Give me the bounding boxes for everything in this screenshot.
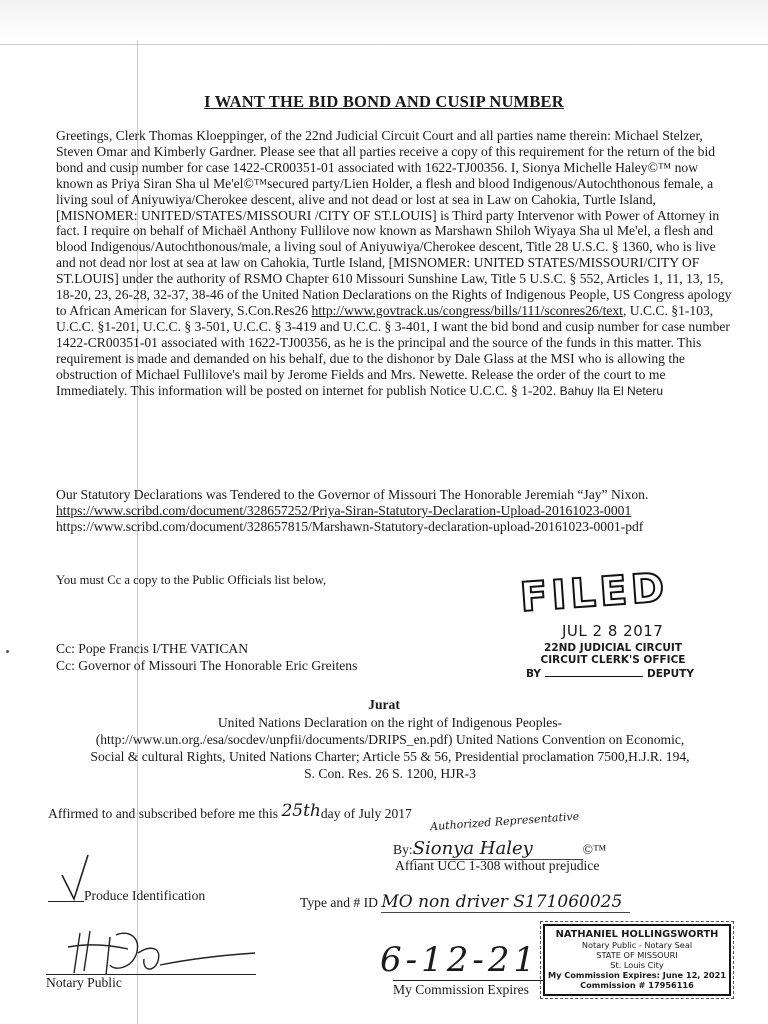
affirm-day: 25th: [281, 801, 321, 821]
jurat-title: Jurat: [368, 697, 400, 712]
cc-intro: You must Cc a copy to the Public Officials list below,: [56, 573, 327, 587]
stamp-deputy-label: DEPUTY: [647, 668, 694, 680]
jurat-line: Social & cultural Rights, United Nations Charter; Article 55 & 56, Presidential proclamation 7500,H.J.R. 194,: [90, 749, 690, 764]
jurat-line: S. Con. Res. 26 S. 1200, HJR-3: [304, 766, 476, 781]
undrip-link[interactable]: (http://www.un.org./esa/socdev/unpfii/documents/DRIPS_en.pdf): [95, 732, 453, 747]
statutory-line: Our Statutory Declarations was Tendered to the Governor of Missouri The Honorable Jeremiah “Jay” Nixon.: [56, 487, 649, 502]
jurat-line: United Nations Convention on Economic,: [452, 732, 685, 747]
notary-signature: [50, 925, 260, 980]
stamp-court: [528, 642, 698, 666]
signature-name: Bahuy Ila El Neteru: [559, 383, 664, 398]
trademark: ©™: [582, 842, 607, 857]
produce-id-line: [48, 901, 84, 902]
affiant-line: Affiant UCC 1-308 without prejudice: [395, 858, 600, 873]
jurat-body: [40, 714, 740, 782]
stamp-court-line: CIRCUIT CLERK'S OFFICE: [540, 654, 686, 666]
stamp-by-label: BY: [526, 668, 542, 680]
seal-line: My Commission Expires: June 12, 2021: [547, 970, 727, 980]
seal-line: STATE OF MISSOURI: [596, 950, 678, 960]
stamp-court-line: 22ND JUDICIAL CIRCUIT: [544, 642, 682, 654]
seal-line: Commission # 17956116: [580, 980, 694, 990]
id-type-label: Type and # ID: [300, 895, 378, 910]
by-label: By:: [393, 842, 413, 857]
filed-stamp: [516, 564, 696, 690]
body-text-part-2: , U.C.C. §1-103, U.C.C. §1-201, U.C.C. § 3-501, U.C.C. § 3-419 and U.C.C. § 3-401, I want the bid bond and cusip number for case number 1422-CR00351-01 associated with 1622-TJ00356, as he is the principal and the source of the funds in this matter. This requirement is made and demanded on his behalf, due to the dishonor by Dale Glass at the MSI who is allowing the obstruction of Michael Fullilove's mail by Jerome Fields and Mrs. Newette. Release the order of the court to me Immediately. This information will be posted on internet for publish Notice U.C.C. § 1-202.: [56, 302, 730, 398]
produce-identification: Produce Identification: [84, 888, 206, 903]
affirmation-line: [48, 803, 412, 823]
commission-expiry-handwritten: 6-12-21: [380, 940, 540, 980]
affiant-signature: Sionya Haley: [413, 838, 583, 860]
body-text-part-1: Greetings, Clerk Thomas Kloeppinger, of the 22nd Judicial Circuit Court and all parties name therein: Michael Stelzer, Steven Omar and Kimberly Gardner. Please see that all parties receive a copy of this requirement for the return of the bid bond and cusip number for case 1422-CR00351-01 associated with 1622-TJ00356. I, Sionya Michelle Haley©™ now known as Priya Siran Sha ul Me'el©™secured party/Lien Holder, a flesh and blood Indigenous/Autochthonous female, a living soul of Aniyuwiya/Cherokee descent, alive and not dead or lost at sea in Law on Cahokia, Turtle Island, [MISNOMER: UNITED/STATES/MISSOURI /CITY OF ST.LOUIS] is Third party Intervenor with Power of Attorney in fact. I require on behalf of Michaël Anthony Fullilove now known as Marshawn Shiloh Wiyaya Sha ul Me'el, a flesh and blood Indigenous/Autochthonous/male, a living soul of Aniyuwiya/Cherokee descent, Title 28 U.S.C. § 1360, who is live and not dead nor lost at sea at law on Cahokia, Turtle Island, [MISNOMER: UNITED STATES/MISSOURI/CITY OF ST.LOUIS] under the authority of RSMO Chapter 610 Missouri Sunshine Law, Title 5 U.S.C. § 552, Articles 1, 11, 13, 15, 18-20, 23, 26-28, 32-37, 38-46 of the United Nation Declarations on the Rights of Indigenous People, US Congress apology to African American for Slavery, S.Con.Res26: [56, 128, 732, 318]
commission-expires-label: My Commission Expires: [393, 982, 529, 997]
page-title: I WANT THE BID BOND AND CUSIP NUMBER: [204, 92, 564, 111]
affirm-prefix: Affirmed to and subscribed before me this: [48, 806, 279, 821]
scribd-link-2[interactable]: https://www.scribd.com/document/328657815/Marshawn-Statutory-declaration-upload-20161023-0001-pdf: [56, 519, 644, 534]
scribd-link-1[interactable]: https://www.scribd.com/document/328657252/Priya-Siran-Statutory-Declaration-Upload-20161023-0001: [56, 503, 632, 518]
notary-seal: [543, 924, 731, 996]
filed-stamp-text: FILED: [518, 564, 670, 622]
seal-line: St. Louis City: [610, 960, 664, 970]
stamp-by: [526, 668, 694, 680]
id-type-field: [300, 892, 630, 913]
scan-edge-line: [0, 44, 768, 45]
affirm-suffix: day of July 2017: [320, 806, 412, 821]
statutory-declarations: [56, 487, 736, 535]
seal-name: NATHANIEL HOLLINGSWORTH: [555, 929, 719, 940]
cc-list: [56, 640, 357, 674]
scan-top-edge: [0, 0, 768, 42]
notary-public-label: Notary Public: [46, 975, 122, 990]
filed-date: JUL 2 8 2017: [562, 622, 664, 640]
govtrack-link[interactable]: http://www.govtrack.us/congress/bills/111/sconres26/text: [311, 302, 623, 318]
id-type-value: MO non driver S171060025: [381, 892, 630, 913]
by-signature-line: [393, 838, 606, 860]
cc-item: Cc: Pope Francis I/THE VATICAN: [56, 641, 249, 656]
cc-item: Cc: Governor of Missouri The Honorable Eric Greitens: [56, 658, 358, 673]
seal-line: Notary Public - Notary Seal: [581, 940, 693, 950]
commission-line: [393, 980, 543, 981]
body-paragraph: [56, 128, 732, 399]
jurat-line: United Nations Declaration on the right of Indigenous Peoples-: [217, 715, 563, 730]
authorized-representative: Authorized Representative: [429, 809, 580, 834]
margin-mark: [6, 650, 9, 653]
